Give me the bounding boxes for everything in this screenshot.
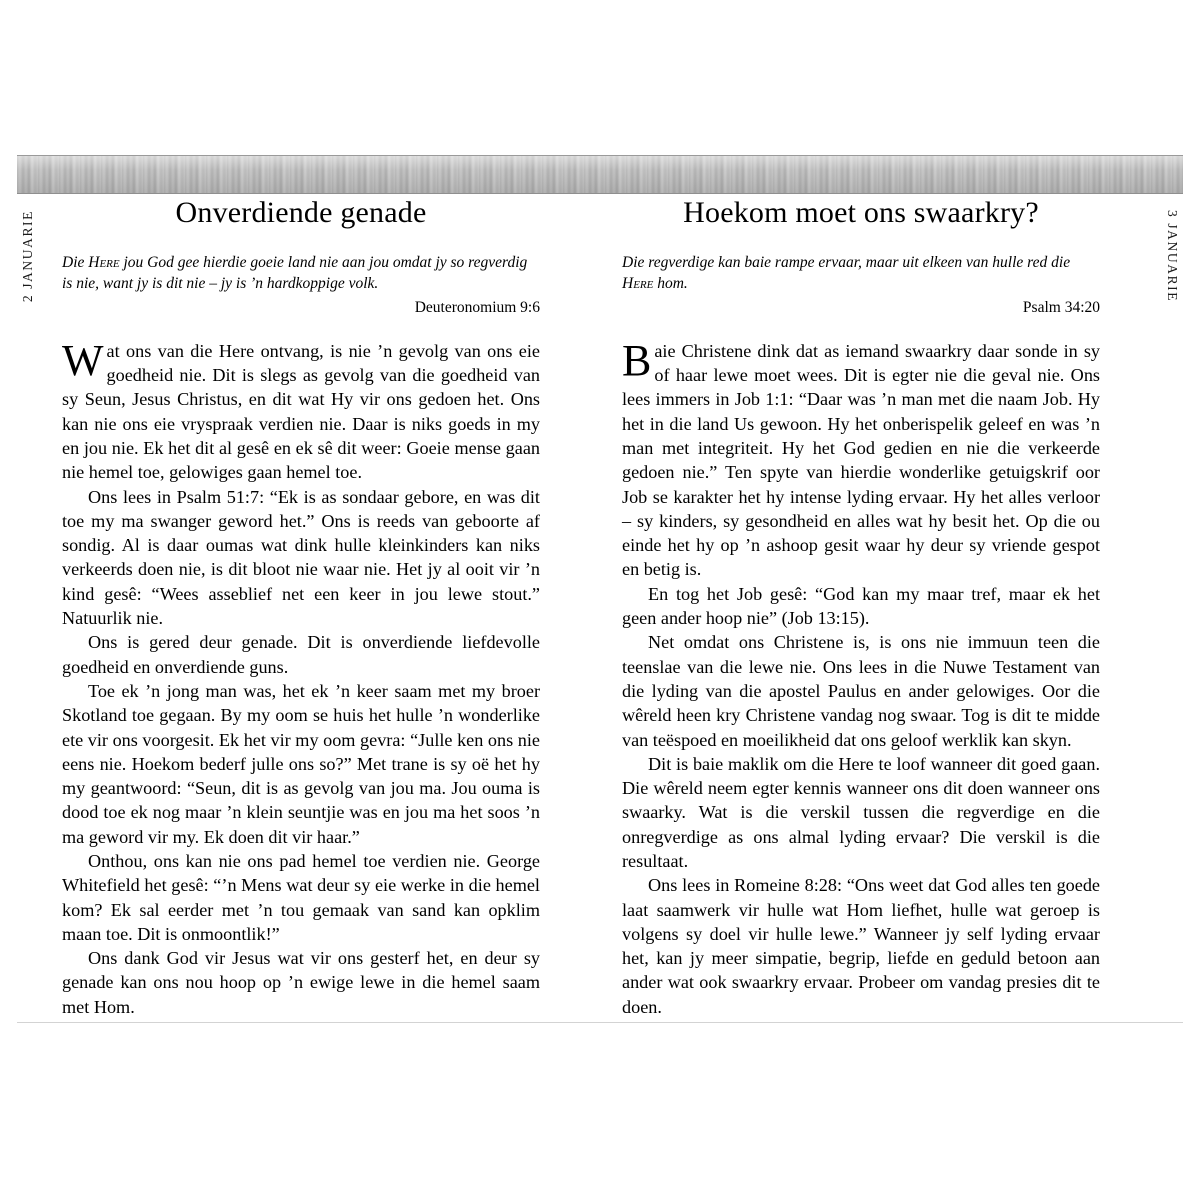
right-page-title: Hoekom moet ons swaarkry? bbox=[683, 196, 1039, 229]
left-running-head: 2 JANUARIE bbox=[20, 210, 35, 303]
right-verse-lead: Die regverdige kan baie rampe ervaar, maar uit elkeen van hulle red die bbox=[622, 254, 1071, 271]
paragraph-text: at ons van die Here ontvang, is nie ’n gevolg van ons eie goedheid nie. Dit is slegs as gevolg van die goedheid van sy Seun, Jesus Christus, en dit wat Hy vir ons gedoen het. Ons kan nie ons eie vryspraak verdien nie. Daar is niks goeds in my en jou nie. Ek het dit al gesê en ek sê dit weer: Goeie mense gaan nie hemel toe, gelowiges gaan hemel toe. bbox=[62, 340, 540, 483]
right-verse bbox=[622, 252, 1100, 295]
right-verse-divine-name: Here bbox=[622, 275, 654, 293]
paragraph: Ons lees in Romeine 8:28: “Ons weet dat God alles ten goede laat saamwerk vir hulle wat Hom liefhet, hulle wat geroep is volgens sy doel vir hulle lewe.” Wanneer jy self lyding ervaar het, kan jy meer simpatie, begrip, liefde en geduld betoon aan ander wat ook swaarkry ervaar. Probeer om vandag presies dit te doen. bbox=[622, 875, 1100, 1017]
paragraph: Dit is baie maklik om die Here te loof wanneer dit goed gaan. Die wêreld neem egter kennis wanneer ons dit doen wanneer ons swaarky. Wat is die verskil tussen die regverdige en die onregverdige as ons almal lyding ervaar? Die verskil is die resultaat. bbox=[622, 753, 1100, 871]
right-page-column bbox=[622, 196, 1100, 1019]
right-body-text bbox=[622, 335, 1100, 1019]
paragraph-text: aie Christene dink dat as iemand swaarkry daar sonde in sy of haar lewe moet wees. Dit is egter nie die geval nie. Ons lees immers in Job 1:1: “Daar was ’n man met die naam Job. Hy het in die land Us gewoon. Hy het onberispelik geleef en was ’n man met integriteit. Hy het God gedien en nie die verkeerde gedoen nie.” Ten spyte van hierdie wonderlike getuigskrif oor Job se karakter het hy intense lyding ervaar. Hy het alles verloor – sy kinders, sy gesondheid en alles wat hy besit het. Op die ou einde het hy op ’n ashoop gesit waar hy deur sy vriende gespot en betig is. bbox=[622, 340, 1100, 580]
left-verse-rest: jou God gee hierdie goeie land nie aan jou omdat jy so regverdig is nie, want jy is dit nie – jy is ’n hardkoppige volk. bbox=[62, 254, 528, 293]
paragraph bbox=[62, 335, 540, 485]
right-page bbox=[600, 196, 1200, 1016]
paragraph: Net omdat ons Christene is, is ons nie immuun teen die teenslae van die lewe nie. Ons lees in die Nuwe Testament van die lyding van die apostel Paulus en ander gelowiges. Oor die wêreld heen kry Christene vandag nog swaar. Tog is dit te midde van teëspoed en moeilikheid dat ons geloof werklik kan skyn. bbox=[622, 632, 1100, 750]
paragraph bbox=[622, 335, 1100, 582]
left-page-title: Onverdiende genade bbox=[175, 196, 427, 229]
right-verse-reference: Psalm 34:20 bbox=[1022, 298, 1100, 316]
left-verse-lead: Die bbox=[62, 254, 89, 271]
paragraph: Ons dank God vir Jesus wat vir ons gesterf het, en deur sy genade kan ons nou hoop op ’n ewige lewe in die hemel saam met Hom. bbox=[62, 948, 540, 1017]
page-bottom-rule bbox=[17, 1022, 1183, 1023]
right-running-head: 3 JANUARIE bbox=[1165, 210, 1180, 303]
left-verse-divine-name: Here bbox=[88, 254, 120, 271]
left-verse bbox=[62, 252, 540, 295]
left-page-column bbox=[62, 196, 540, 1019]
left-verse-reference: Deuteronomium 9:6 bbox=[414, 298, 540, 316]
paragraph: Ons lees in Psalm 51:7: “Ek is as sondaar gebore, en was dit toe my ma swanger geword het.” Ons is reeds van geboorte af sondig. Al is daar oumas wat dink hulle kleinkinders kan niks verkeerds doen nie, is dit bloot nie waar nie. Het jy al ooit vir ’n kind gesê: “Wees asseblief net een keer in jou lewe stout.” Natuurlik nie. bbox=[62, 486, 540, 629]
pages-container bbox=[0, 196, 1200, 1016]
paragraph: Toe ek ’n jong man was, het ek ’n keer saam met my broer Skotland toe gegaan. By my oom se huis het hulle ’n wonderlike ete vir ons voorgesit. Ek het vir my oom gevra: “Julle ken ons nie eens nie. Hoekom bederf julle ons so?” Met trane is sy oë het hy my geantwoord: “Seun, dit is as gevolg van jou ma. Jou ouma is dood toe ek nog maar ’n klein seuntjie was en jou ma het soos ’n ma geword vir my. Ek doen dit vir haar.” bbox=[62, 680, 540, 847]
paragraph: Ons is gered deur genade. Dit is onverdiende liefdevolle goedheid en onverdiende guns. bbox=[62, 632, 540, 677]
paragraph: Onthou, ons kan nie ons pad hemel toe verdien nie. George Whitefield het gesê: “’n Mens wat deur sy eie werke in die hemel kom? Ek sal eerder met ’n tou gemaak van sand kan opklim maan toe. Dit is onmoontlik!” bbox=[62, 850, 540, 944]
left-body-text bbox=[62, 335, 540, 1019]
page-top-edge-band bbox=[17, 155, 1183, 194]
paragraph: En tog het Job gesê: “God kan my maar tref, maar ek het geen ander hoop nie” (Job 13:15). bbox=[622, 583, 1100, 629]
left-dropcap: W bbox=[62, 335, 104, 385]
right-dropcap: B bbox=[622, 335, 652, 385]
left-page bbox=[0, 196, 600, 1016]
right-verse-rest: hom. bbox=[653, 275, 688, 293]
